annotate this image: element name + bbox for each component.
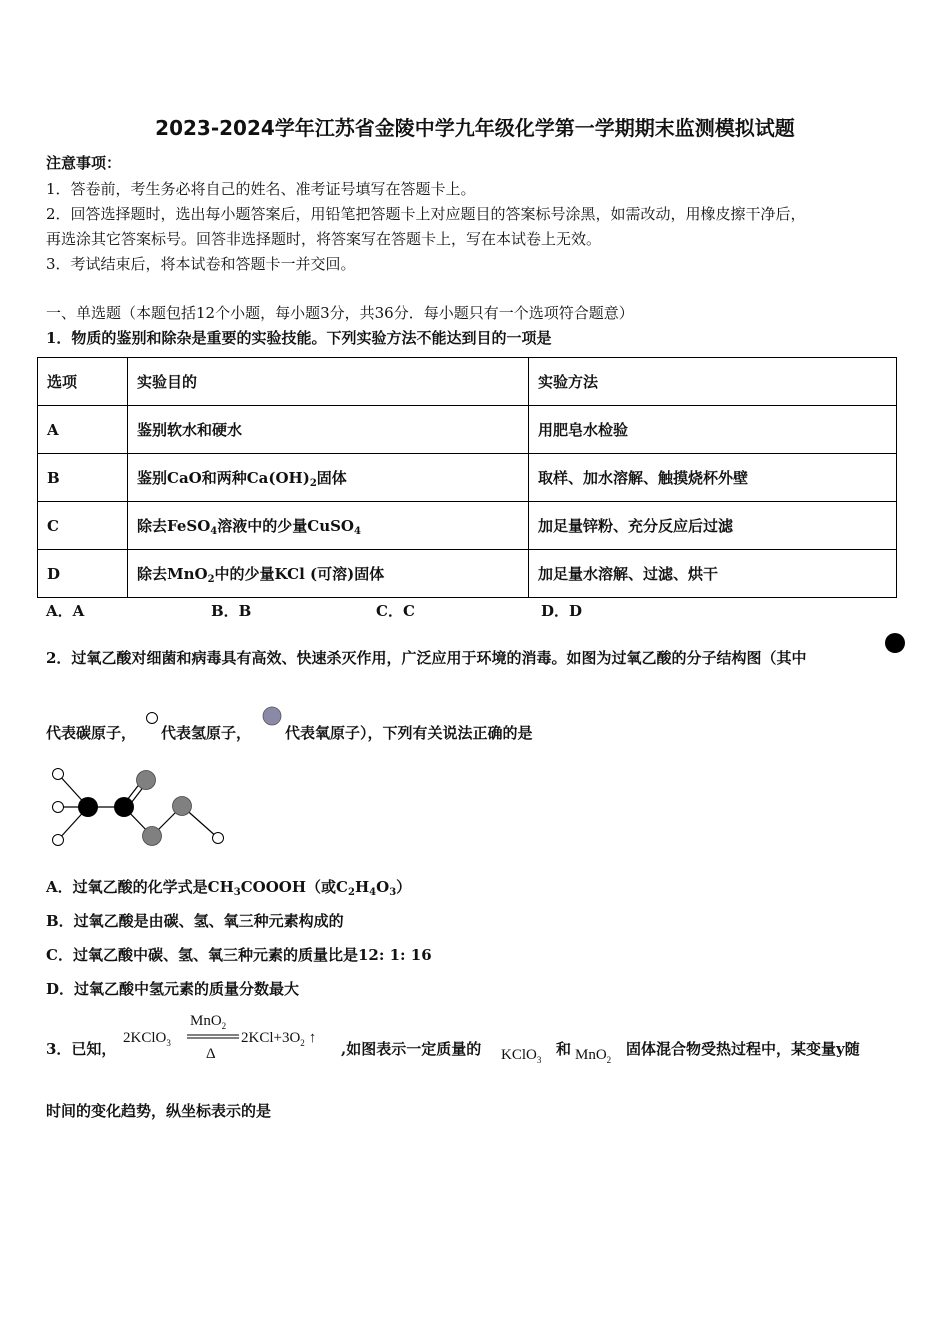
q3-reactant [123,1030,171,1048]
notice-item-3: 3．考试结束后，将本试卷和答题卡一并交回。 [46,255,356,273]
oxygen-atom-legend-icon [260,704,284,728]
subscript: 2 [309,477,317,489]
carbon-atom [114,797,134,817]
table-row [38,454,897,502]
subscript: 2 [207,573,215,585]
row-purpose [128,454,529,502]
table-row [38,358,897,406]
notice-item-1: 1．答卷前，考生务必将自己的姓名、准考证号填写在答题卡上。 [46,180,476,198]
q3-substance-2 [575,1047,611,1065]
row-option: C [38,502,128,550]
q2-option-d: D．过氧乙酸中氢元素的质量分数最大 [46,980,300,998]
option-text: ） [396,878,412,896]
option-text: H [354,878,370,896]
notice-item-2-cont: 再选涂其它答案标号。回答非选择题时，将答案写在答题卡上，写在本试卷上无效。 [46,230,602,248]
q1-choice-d: D．D [541,602,583,620]
subscript: 4 [354,525,361,537]
q1-choice-c: C．C [376,602,415,620]
q3-mid2: 固体混合物受热过程中，某变量y随 [626,1040,860,1058]
row-method: 加足量锌粉、充分反应后过滤 [529,502,897,550]
row-option: D [38,550,128,598]
hydrogen-atom [53,835,64,846]
row-purpose [128,502,529,550]
carbon-atom-legend-icon [883,631,907,655]
hydrogen-atom-icon [147,713,158,724]
row-method: 用肥皂水检验 [529,406,897,454]
table-row [38,550,897,598]
q2-stem-line1: 2．过氧乙酸对细菌和病毒具有高效、快速杀灭作用，广泛应用于环境的消毒。如图为过氧乙酸的分子结构图（其中 [46,649,807,667]
purpose-text: 中的少量KCl (可溶)固体 [214,564,385,583]
row-purpose [128,550,529,598]
q1-table [37,357,897,598]
q1-choice-b: B．B [211,602,252,620]
carbon-atom [78,797,98,817]
section-heading: 一、单选题（本题包括12个小题，每小题3分，共36分．每小题只有一个选项符合题意） [46,304,634,322]
purpose-text: 除去MnO [137,564,208,583]
reaction-equals-sign [187,1034,239,1040]
oxygen-atom [143,827,162,846]
peracetic-acid-molecule-diagram [40,760,240,860]
purpose-text: 溶液中的少量CuSO [217,516,354,535]
q1-choice-a: A．A [46,602,85,620]
q3-line2: 时间的变化趋势，纵坐标表示的是 [46,1102,272,1120]
table-row [38,406,897,454]
formula-text: MnO [575,1047,607,1063]
q1-stem: 1．物质的鉴别和除杂是重要的实验技能。下列实验方法不能达到目的一项是 [46,329,552,347]
option-text: A．过氧乙酸的化学式是CH [46,878,234,896]
option-text: O [376,878,390,896]
purpose-text: 鉴别CaO和两种Ca(OH) [137,468,310,487]
carbon-atom-icon [885,633,905,653]
q2-option-b: B．过氧乙酸是由碳、氢、氧三种元素构成的 [46,912,344,930]
hydrogen-atom-legend-icon [144,710,160,726]
row-option: B [38,454,128,502]
q2-option-c: C．过氧乙酸中碳、氢、氧三种元素的质量比是12: 1: 16 [46,946,432,964]
gas-arrow: ↑ [308,1030,317,1046]
formula-text: MnO [190,1013,222,1029]
purpose-text: 除去FeSO [137,516,211,535]
q3-mid1: ,如图表示一定质量的 [341,1040,482,1058]
q2-stem-line2-c: 代表氧原子），下列有关说法正确的是 [285,724,533,742]
subscript: 4 [210,525,218,537]
row-purpose: 鉴别软水和硬水 [128,406,529,454]
subscript: 4 [369,887,377,898]
subscript: 2 [300,1038,305,1048]
subscript: 3 [389,887,397,898]
subscript: 3 [536,1055,542,1065]
row-option: A [38,406,128,454]
q3-prefix: 3．已知， [46,1040,117,1058]
q3-substance-1 [501,1047,541,1065]
subscript: 2 [347,887,355,898]
oxygen-atom-icon [263,707,281,725]
formula-text: 2KClO [123,1030,167,1046]
header-purpose: 实验目的 [128,358,529,406]
oxygen-atom [173,797,192,816]
oxygen-atom [137,771,156,790]
hydrogen-atom [53,802,64,813]
notice-heading: 注意事项： [46,154,122,172]
subscript: 2 [606,1055,612,1065]
q2-option-a [46,876,411,898]
q3-condition: Δ [206,1046,216,1062]
page-title: 2023-2024学年江苏省金陵中学九年级化学第一学期期末监测模拟试题 [155,116,795,140]
header-option: 选项 [38,358,128,406]
subscript: 3 [233,887,241,898]
row-method: 加足量水溶解、过滤、烘干 [529,550,897,598]
row-method: 取样、加水溶解、触摸烧杯外壁 [529,454,897,502]
subscript: 3 [166,1038,171,1048]
option-text: COOOH（或C [240,878,348,896]
hydrogen-atom [213,833,224,844]
q2-stem-line2-a: 代表碳原子， [46,724,137,742]
q3-and: 和 [556,1040,572,1058]
header-method: 实验方法 [529,358,897,406]
formula-text: KClO [501,1047,537,1063]
subscript: 2 [221,1021,227,1031]
q3-product [241,1030,316,1048]
notice-item-2: 2．回答选择题时，选出每小题答案后，用铅笔把答题卡上对应题目的答案标号涂黑，如需改动，用橡皮擦干净后， [46,205,806,223]
table-row [38,502,897,550]
purpose-text: 固体 [316,468,347,487]
hydrogen-atom [53,769,64,780]
q2-stem-line2-b: 代表氢原子， [161,724,252,742]
q3-catalyst [190,1013,226,1031]
formula-text: 2KCl+3O [241,1030,301,1046]
